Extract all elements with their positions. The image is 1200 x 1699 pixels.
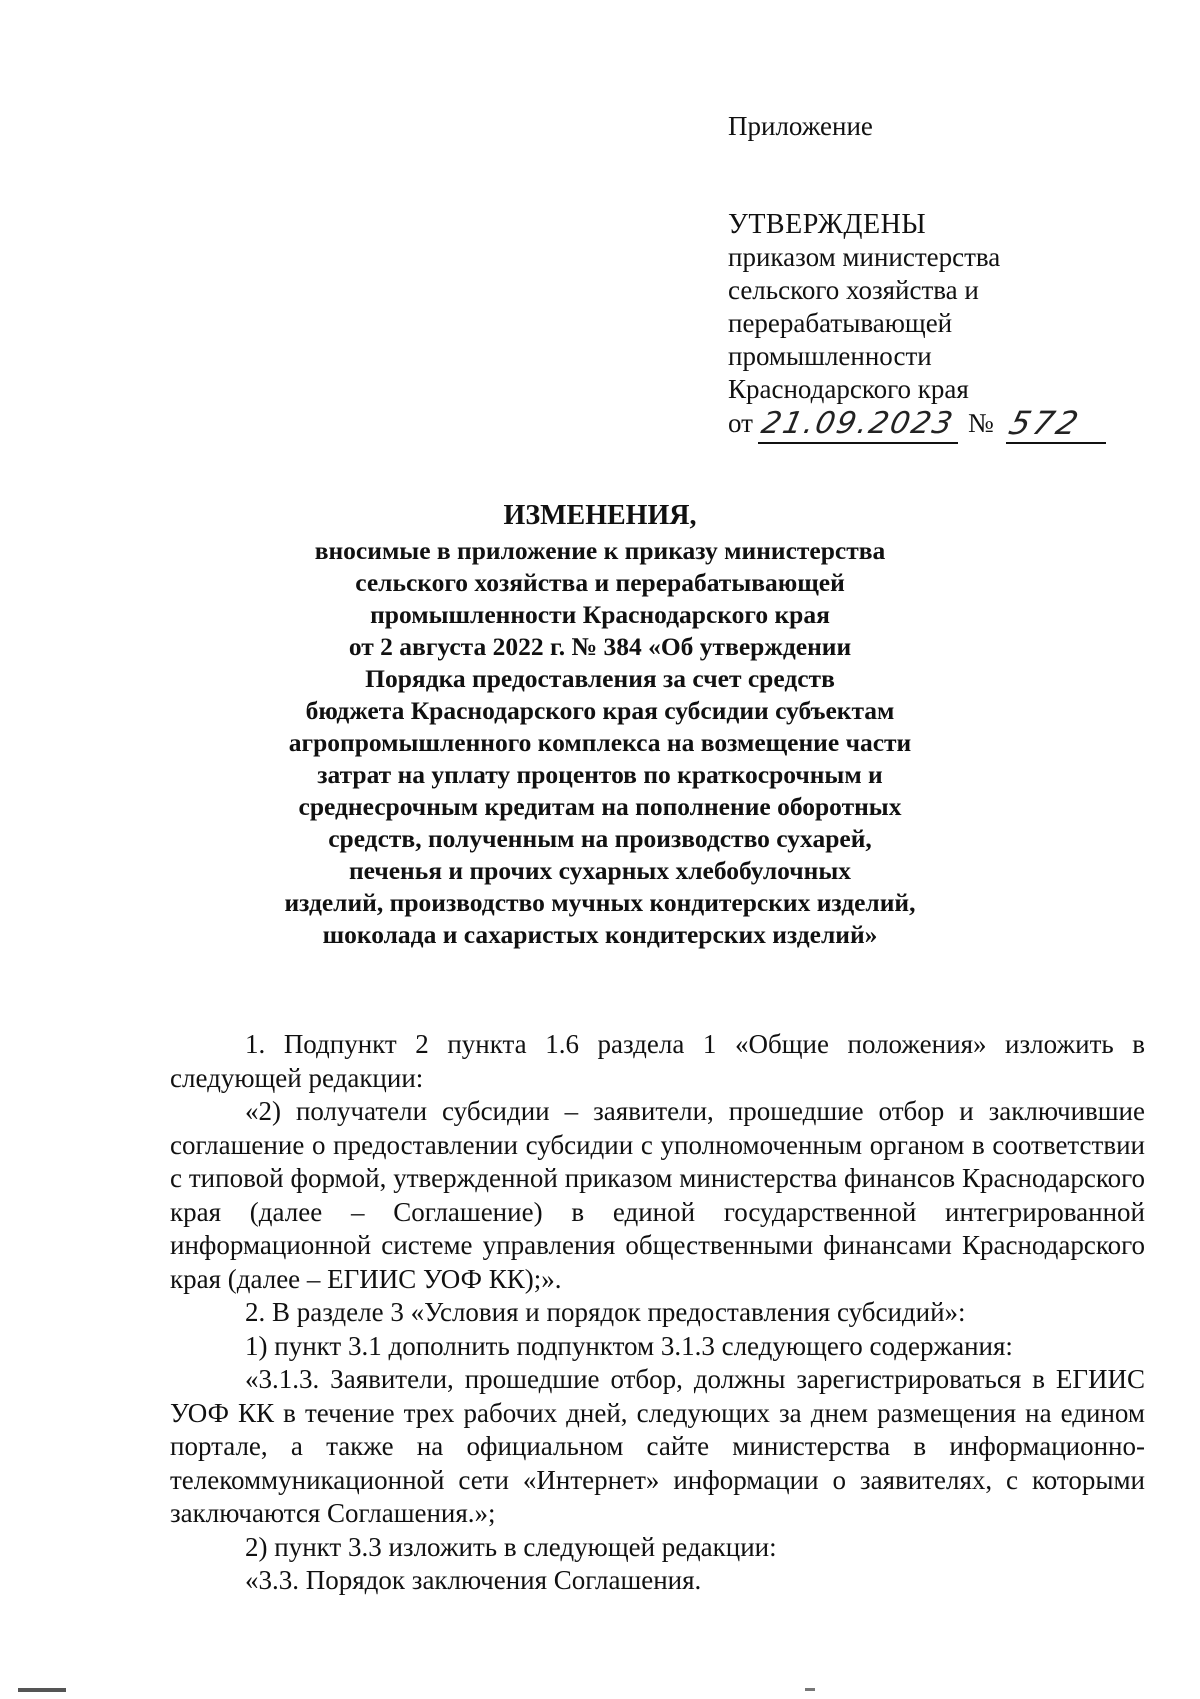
title-line: Порядка предоставления за счет средств [365,664,835,693]
title-line: изделий, производство мучных кондитерских изделий, [284,888,916,917]
approval-block [728,208,1108,446]
body-paragraph: «3.3. Порядок заключения Соглашения. [245,1565,702,1595]
scan-dash-mark [805,1688,815,1691]
title-line: от 2 августа 2022 г. № 384 «Об утверждении [348,632,852,661]
title-line: агропромышленного комплекса на возмещение части [288,728,912,757]
title-main: ИЗМЕНЕНИЯ, [503,500,697,531]
body-paragraph: 1. Подпункт 2 пункта 1.6 раздела 1 «Общие положения» изложить в следующей редакции: [170,1029,1145,1093]
scan-edge-mark [18,1688,66,1692]
body-paragraph: «3.1.3. Заявители, прошедшие отбор, должны зарегистрироваться в ЕГИИС УОФ КК в течение трех рабочих дней, следующих за днем размещения на едином портале, а также на официальном сайте министерства в информационно-телекоммуникационной сети «Интернет» информации о заявителях, с которыми заключаются Соглашения.»; [170,1364,1145,1528]
title-line: промышленности Краснодарского края [370,600,830,629]
approval-heading: УТВЕРЖДЕНЫ [728,209,927,240]
document-body [170,1028,1145,1598]
order-date-number-line [728,406,1108,446]
document-title [150,500,1050,951]
title-line: средств, полученным на производство сухарей, [328,824,872,853]
approval-line: Краснодарского края [728,374,969,404]
handwritten-number: 572 [1005,404,1085,442]
date-underline [758,442,958,444]
body-paragraph: «2) получатели субсидии – заявители, прошедшие отбор и заключившие соглашение о предоставлении субсидии с уполномоченным органом в соответствии с типовой формой, утвержденной приказом министерства финансов Краснодарского края (далее – Соглашение) в единой государственной интегрированной информационной системе управления общественными финансами Краснодарского края (далее – ЕГИИС УОФ КК);». [170,1096,1145,1294]
body-paragraph: 1) пункт 3.1 дополнить подпунктом 3.1.3 следующего содержания: [245,1330,1013,1361]
handwritten-date: 21.09.2023 [758,406,958,441]
number-underline [1006,442,1106,444]
approval-line: перерабатывающей [728,308,953,338]
approval-line: промышленности [728,341,932,371]
appendix-label: Приложение [728,111,873,141]
title-line: шоколада и сахаристых кондитерских изделий» [322,920,878,949]
title-line: сельского хозяйства и перерабатывающей [355,568,845,597]
from-label: от [728,408,753,438]
approval-line: приказом министерства [728,242,1001,272]
number-label: № [968,408,994,438]
title-line: вносимые в приложение к приказу министерства [314,536,886,565]
title-line: печенья и прочих сухарных хлебобулочных [348,856,852,885]
approval-line: сельского хозяйства и [728,275,979,305]
body-paragraph: 2. В разделе 3 «Условия и порядок предоставления субсидий»: [245,1297,966,1327]
title-line: затрат на уплату процентов по краткосрочным и [317,760,883,789]
body-paragraph: 2) пункт 3.3 изложить в следующей редакции: [245,1531,777,1562]
title-line: бюджета Краснодарского края субсидии субъектам [305,696,895,725]
title-line: среднесрочным кредитам на пополнение оборотных [298,792,902,821]
